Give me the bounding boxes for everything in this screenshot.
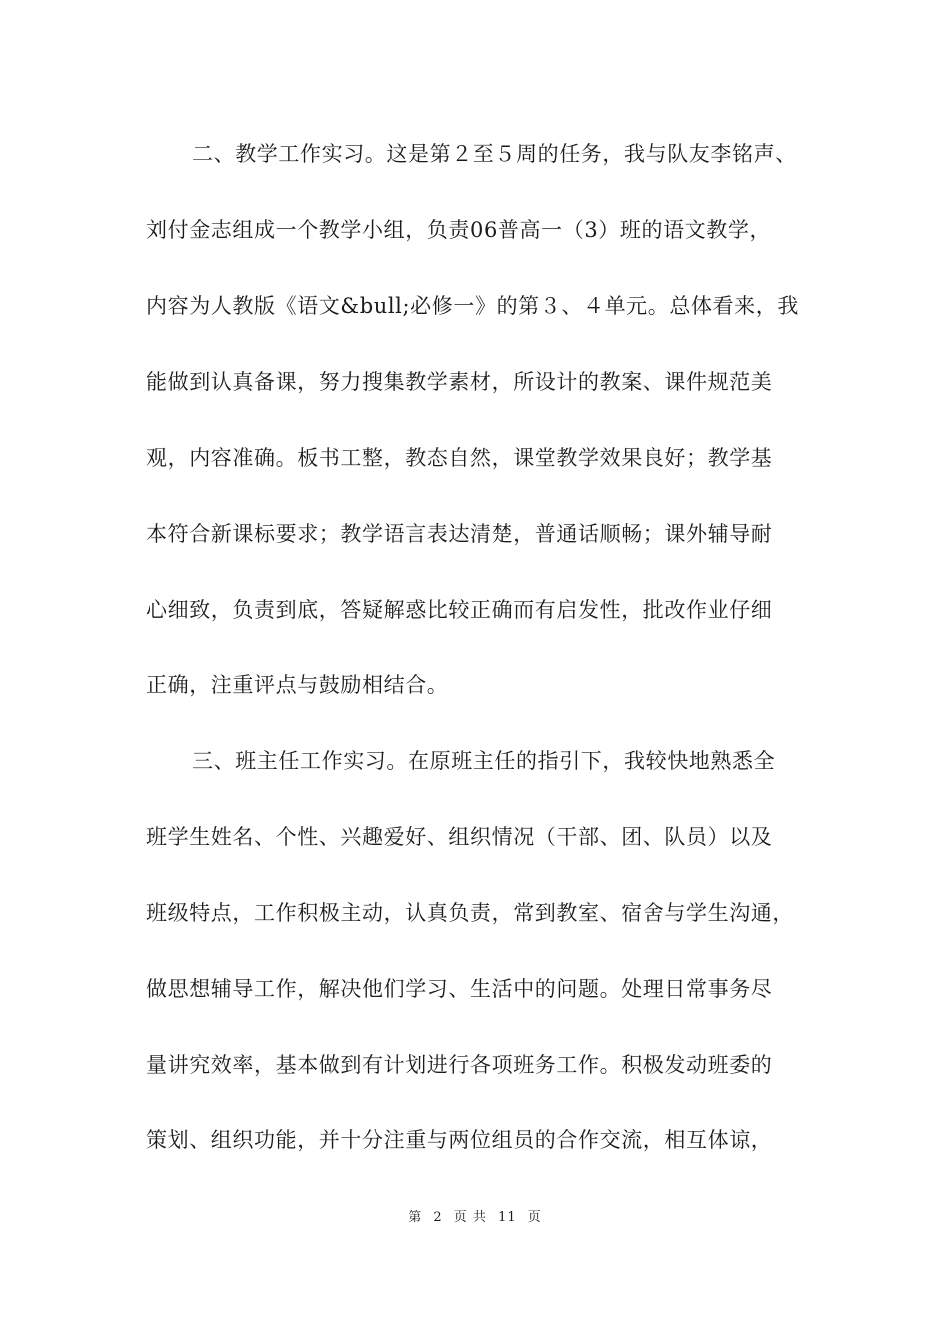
paragraph-2-line-2: 刘付金志组成一个教学小组，负责06普高一（3）班的语文教学， — [146, 218, 772, 242]
paragraph-3-line-4: 做思想辅导工作，解决他们学习、生活中的问题。处理日常事务尽 — [146, 977, 773, 1001]
footer-current-page: 2 — [433, 1210, 443, 1225]
paragraph-3-line-3: 班级特点，工作积极主动，认真负责，常到教室、宿舍与学生沟通， — [146, 901, 794, 925]
paragraph-2-line-7: 心细致，负责到底，答疑解惑比较正确而有启发性，批改作业仔细 — [146, 598, 773, 622]
paragraph-2-line-4: 能做到认真备课，努力搜集教学素材，所设计的教案、课件规范美 — [146, 370, 773, 394]
footer-total-pages: 11 — [498, 1210, 517, 1225]
paragraph-2-line-8: 正确，注重评点与鼓励相结合。 — [146, 673, 449, 697]
footer-middle: 页 共 — [453, 1210, 487, 1225]
paragraph-3-line-2: 班学生姓名、个性、兴趣爱好、组织情况（干部、团、队员）以及 — [146, 825, 773, 849]
page-footer — [0, 1208, 950, 1228]
paragraph-2-line-5: 观，内容准确。板书工整，教态自然，课堂教学效果良好；教学基 — [146, 446, 773, 470]
paragraph-2-line-3: 内容为人教版《语文&bull;必修一》的第３、４单元。总体看来，我 — [146, 294, 799, 318]
paragraph-3-line-1: 三、班主任工作实习。在原班主任的指引下，我较快地熟悉全 — [192, 749, 776, 773]
footer-suffix: 页 — [527, 1210, 542, 1225]
paragraph-2-line-6: 本符合新课标要求；教学语言表达清楚，普通话顺畅；课外辅导耐 — [146, 522, 773, 546]
paragraph-2-line-1: 二、教学工作实习。这是第２至５周的任务，我与队友李铭声、 — [192, 142, 797, 166]
footer-prefix: 第 — [408, 1210, 423, 1225]
paragraph-3-line-5: 量讲究效率，基本做到有计划进行各项班务工作。积极发动班委的 — [146, 1053, 773, 1077]
paragraph-3-line-6: 策划、组织功能，并十分注重与两位组员的合作交流，相互体谅， — [146, 1128, 773, 1152]
